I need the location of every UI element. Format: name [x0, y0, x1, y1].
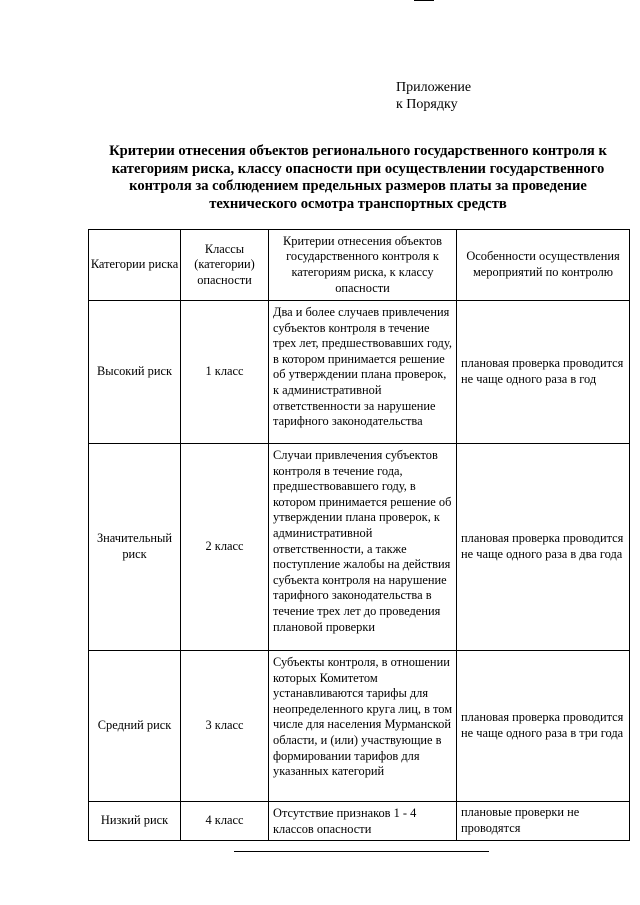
hazard-class-cell: 4 класс: [181, 802, 269, 841]
control-features-cell: плановая проверка проводится не чаще одного раза в три года: [457, 651, 630, 802]
document-title: Критерии отнесения объектов регионального государственного контроля к категориям риска, классу опасности при осуществлении государственного контроля за соблюдением предельных размеров платы за проведение технического осмотра транспортных средств: [109, 143, 607, 212]
table-row: [89, 444, 630, 651]
risk-category-cell: Значительный риск: [89, 444, 181, 651]
criteria-cell: Отсутствие признаков 1 - 4 классов опасности: [269, 802, 457, 841]
risk-category-cell: Средний риск: [89, 651, 181, 802]
header-criteria: Критерии отнесения объектов государственного контроля к категориям риска, к классу опасности: [269, 230, 457, 301]
risk-category-cell: Низкий риск: [89, 802, 181, 841]
criteria-cell: Два и более случаев привлечения субъектов контроля в течение трех лет, предшествовавших году, в котором принимается решение об утверждении плана проверок, к административной ответственности за нарушение тарифного законодательства: [269, 301, 457, 444]
criteria-cell: Субъекты контроля, в отношении которых Комитетом устанавливаются тарифы для неопределенного круга лиц, в том числе для населения Мурманской области, и (или) участвующие в формировании тарифов для указанных категорий: [269, 651, 457, 802]
table-row: [89, 651, 630, 802]
footer-rule: [234, 851, 489, 852]
appendix-note: [396, 79, 471, 113]
appendix-line-2: к Порядку: [396, 97, 458, 112]
header-risk-category: Категории риска: [89, 230, 181, 301]
criteria-cell: Случаи привлечения субъектов контроля в течение года, предшествовавшего году, в котором принимается решение об утверждении плана проверок, к административной ответственности, а также поступление жалобы на действия субъекта контроля на нарушение тарифного законодательства в течение трех лет до проведения плановой проверки: [269, 444, 457, 651]
hazard-class-cell: 2 класс: [181, 444, 269, 651]
risk-category-cell: Высокий риск: [89, 301, 181, 444]
table-row: [89, 802, 630, 841]
header-hazard-class: Классы (категории) опасности: [181, 230, 269, 301]
hazard-class-cell: 3 класс: [181, 651, 269, 802]
appendix-line-1: Приложение: [396, 80, 472, 95]
hazard-class-cell: 1 класс: [181, 301, 269, 444]
table-header-row: [89, 230, 630, 301]
top-margin-mark: [414, 0, 434, 1]
control-features-cell: плановые проверки не проводятся: [457, 802, 630, 841]
table-row: [89, 301, 630, 444]
criteria-table: [88, 229, 630, 841]
header-control-features: Особенности осуществления мероприятий по контролю: [457, 230, 630, 301]
control-features-cell: плановая проверка проводится не чаще одного раза в два года: [457, 444, 630, 651]
control-features-cell: плановая проверка проводится не чаще одного раза в год: [457, 301, 630, 444]
